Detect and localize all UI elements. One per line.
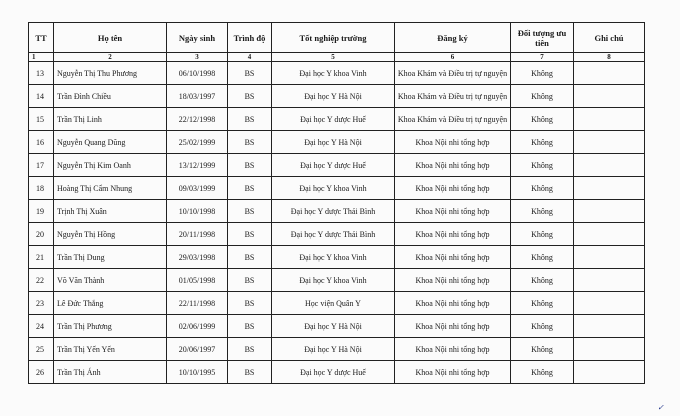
header-level: Trình độ bbox=[228, 23, 272, 53]
row-number: 20 bbox=[29, 223, 54, 246]
registered-department: Khoa Nội nhi tổng hợp bbox=[395, 154, 511, 177]
date-of-birth: 10/10/1998 bbox=[167, 200, 228, 223]
row-number: 17 bbox=[29, 154, 54, 177]
graduated-school: Đại học Y dược Huế bbox=[272, 108, 395, 131]
graduated-school: Đại học Y khoa Vinh bbox=[272, 62, 395, 85]
priority-status: Không bbox=[511, 361, 574, 384]
row-number: 13 bbox=[29, 62, 54, 85]
note-cell bbox=[574, 154, 645, 177]
note-cell bbox=[574, 315, 645, 338]
row-number: 19 bbox=[29, 200, 54, 223]
note-cell bbox=[574, 292, 645, 315]
date-of-birth: 29/03/1998 bbox=[167, 246, 228, 269]
column-number: 5 bbox=[272, 53, 395, 62]
candidate-name: Lê Đức Thắng bbox=[54, 292, 167, 315]
date-of-birth: 20/06/1997 bbox=[167, 338, 228, 361]
graduated-school: Đại học Y khoa Vinh bbox=[272, 177, 395, 200]
qualification-level: BS bbox=[228, 200, 272, 223]
registered-department: Khoa Khám và Điều trị tự nguyện bbox=[395, 85, 511, 108]
table-row bbox=[29, 131, 645, 154]
priority-status: Không bbox=[511, 154, 574, 177]
registered-department: Khoa Nội nhi tổng hợp bbox=[395, 246, 511, 269]
qualification-level: BS bbox=[228, 85, 272, 108]
qualification-level: BS bbox=[228, 269, 272, 292]
table-row bbox=[29, 292, 645, 315]
candidate-name: Nguyễn Thị Thu Phương bbox=[54, 62, 167, 85]
column-number-row bbox=[29, 53, 645, 62]
registered-department: Khoa Nội nhi tổng hợp bbox=[395, 177, 511, 200]
table-row bbox=[29, 154, 645, 177]
date-of-birth: 20/11/1998 bbox=[167, 223, 228, 246]
priority-status: Không bbox=[511, 315, 574, 338]
registered-department: Khoa Nội nhi tổng hợp bbox=[395, 361, 511, 384]
note-cell bbox=[574, 269, 645, 292]
date-of-birth: 13/12/1999 bbox=[167, 154, 228, 177]
qualification-level: BS bbox=[228, 223, 272, 246]
table-row bbox=[29, 315, 645, 338]
note-cell bbox=[574, 246, 645, 269]
candidate-name: Trịnh Thị Xuân bbox=[54, 200, 167, 223]
column-number: 6 bbox=[395, 53, 511, 62]
qualification-level: BS bbox=[228, 292, 272, 315]
priority-status: Không bbox=[511, 200, 574, 223]
priority-status: Không bbox=[511, 292, 574, 315]
registered-department: Khoa Nội nhi tổng hợp bbox=[395, 315, 511, 338]
column-number: 2 bbox=[54, 53, 167, 62]
candidate-name: Nguyễn Thị Kim Oanh bbox=[54, 154, 167, 177]
candidate-name: Võ Văn Thành bbox=[54, 269, 167, 292]
header-note: Ghi chú bbox=[574, 23, 645, 53]
registered-department: Khoa Nội nhi tổng hợp bbox=[395, 269, 511, 292]
header-name: Họ tên bbox=[54, 23, 167, 53]
priority-status: Không bbox=[511, 177, 574, 200]
table-body bbox=[29, 62, 645, 384]
header-priority: Đối tượng ưu tiên bbox=[511, 23, 574, 53]
qualification-level: BS bbox=[228, 108, 272, 131]
graduated-school: Đại học Y dược Huế bbox=[272, 361, 395, 384]
qualification-level: BS bbox=[228, 361, 272, 384]
candidate-name: Trần Thị Linh bbox=[54, 108, 167, 131]
row-number: 21 bbox=[29, 246, 54, 269]
header-school: Tốt nghiệp trường bbox=[272, 23, 395, 53]
registered-department: Khoa Nội nhi tổng hợp bbox=[395, 131, 511, 154]
date-of-birth: 09/03/1999 bbox=[167, 177, 228, 200]
handwritten-initial-mark: ✓ bbox=[657, 403, 664, 412]
table-row bbox=[29, 177, 645, 200]
priority-status: Không bbox=[511, 246, 574, 269]
date-of-birth: 01/05/1998 bbox=[167, 269, 228, 292]
graduated-school: Đại học Y dược Huế bbox=[272, 154, 395, 177]
priority-status: Không bbox=[511, 85, 574, 108]
graduated-school: Đại học Y Hà Nội bbox=[272, 131, 395, 154]
column-number: 4 bbox=[228, 53, 272, 62]
date-of-birth: 06/10/1998 bbox=[167, 62, 228, 85]
note-cell bbox=[574, 85, 645, 108]
candidate-table bbox=[28, 22, 645, 384]
header-dob: Ngày sinh bbox=[167, 23, 228, 53]
priority-status: Không bbox=[511, 108, 574, 131]
row-number: 25 bbox=[29, 338, 54, 361]
table-row bbox=[29, 85, 645, 108]
qualification-level: BS bbox=[228, 131, 272, 154]
registered-department: Khoa Nội nhi tổng hợp bbox=[395, 223, 511, 246]
note-cell bbox=[574, 177, 645, 200]
qualification-level: BS bbox=[228, 62, 272, 85]
table-row bbox=[29, 200, 645, 223]
date-of-birth: 18/03/1997 bbox=[167, 85, 228, 108]
note-cell bbox=[574, 108, 645, 131]
candidate-name: Trần Thị Phương bbox=[54, 315, 167, 338]
note-cell bbox=[574, 361, 645, 384]
graduated-school: Đại học Y khoa Vinh bbox=[272, 269, 395, 292]
row-number: 24 bbox=[29, 315, 54, 338]
graduated-school: Đại học Y Hà Nội bbox=[272, 315, 395, 338]
registered-department: Khoa Nội nhi tổng hợp bbox=[395, 292, 511, 315]
row-number: 18 bbox=[29, 177, 54, 200]
registered-department: Khoa Nội nhi tổng hợp bbox=[395, 200, 511, 223]
priority-status: Không bbox=[511, 338, 574, 361]
candidate-name: Trần Đình Chiều bbox=[54, 85, 167, 108]
graduated-school: Đại học Y dược Thái Bình bbox=[272, 200, 395, 223]
date-of-birth: 10/10/1995 bbox=[167, 361, 228, 384]
date-of-birth: 02/06/1999 bbox=[167, 315, 228, 338]
graduated-school: Đại học Y dược Thái Bình bbox=[272, 223, 395, 246]
table-row bbox=[29, 338, 645, 361]
header-tt: TT bbox=[29, 23, 54, 53]
column-number: 7 bbox=[511, 53, 574, 62]
row-number: 15 bbox=[29, 108, 54, 131]
row-number: 16 bbox=[29, 131, 54, 154]
row-number: 14 bbox=[29, 85, 54, 108]
table-row bbox=[29, 223, 645, 246]
registered-department: Khoa Khám và Điều trị tự nguyện bbox=[395, 62, 511, 85]
priority-status: Không bbox=[511, 62, 574, 85]
candidate-name: Nguyễn Thị Hồng bbox=[54, 223, 167, 246]
note-cell bbox=[574, 131, 645, 154]
row-number: 26 bbox=[29, 361, 54, 384]
qualification-level: BS bbox=[228, 177, 272, 200]
row-number: 22 bbox=[29, 269, 54, 292]
qualification-level: BS bbox=[228, 338, 272, 361]
registered-department: Khoa Nội nhi tổng hợp bbox=[395, 338, 511, 361]
candidate-name: Trần Thị Yến Yến bbox=[54, 338, 167, 361]
column-number: 8 bbox=[574, 53, 645, 62]
candidate-name: Nguyễn Quang Dũng bbox=[54, 131, 167, 154]
column-number: 3 bbox=[167, 53, 228, 62]
table-row bbox=[29, 269, 645, 292]
candidate-name: Trần Thị Dung bbox=[54, 246, 167, 269]
priority-status: Không bbox=[511, 269, 574, 292]
column-number: 1 bbox=[29, 53, 54, 62]
note-cell bbox=[574, 62, 645, 85]
graduated-school: Đại học Y Hà Nội bbox=[272, 85, 395, 108]
note-cell bbox=[574, 338, 645, 361]
graduated-school: Học viện Quân Y bbox=[272, 292, 395, 315]
qualification-level: BS bbox=[228, 246, 272, 269]
candidate-name: Hoàng Thị Cẩm Nhung bbox=[54, 177, 167, 200]
registered-department: Khoa Khám và Điều trị tự nguyện bbox=[395, 108, 511, 131]
graduated-school: Đại học Y Hà Nội bbox=[272, 338, 395, 361]
table-row bbox=[29, 108, 645, 131]
table-row bbox=[29, 246, 645, 269]
table-row bbox=[29, 361, 645, 384]
date-of-birth: 22/11/1998 bbox=[167, 292, 228, 315]
header-row bbox=[29, 23, 645, 53]
qualification-level: BS bbox=[228, 154, 272, 177]
date-of-birth: 25/02/1999 bbox=[167, 131, 228, 154]
priority-status: Không bbox=[511, 223, 574, 246]
table-row bbox=[29, 62, 645, 85]
row-number: 23 bbox=[29, 292, 54, 315]
candidate-name: Trần Thị Ánh bbox=[54, 361, 167, 384]
date-of-birth: 22/12/1998 bbox=[167, 108, 228, 131]
priority-status: Không bbox=[511, 131, 574, 154]
note-cell bbox=[574, 223, 645, 246]
qualification-level: BS bbox=[228, 315, 272, 338]
note-cell bbox=[574, 200, 645, 223]
graduated-school: Đại học Y khoa Vinh bbox=[272, 246, 395, 269]
header-register: Đăng ký bbox=[395, 23, 511, 53]
